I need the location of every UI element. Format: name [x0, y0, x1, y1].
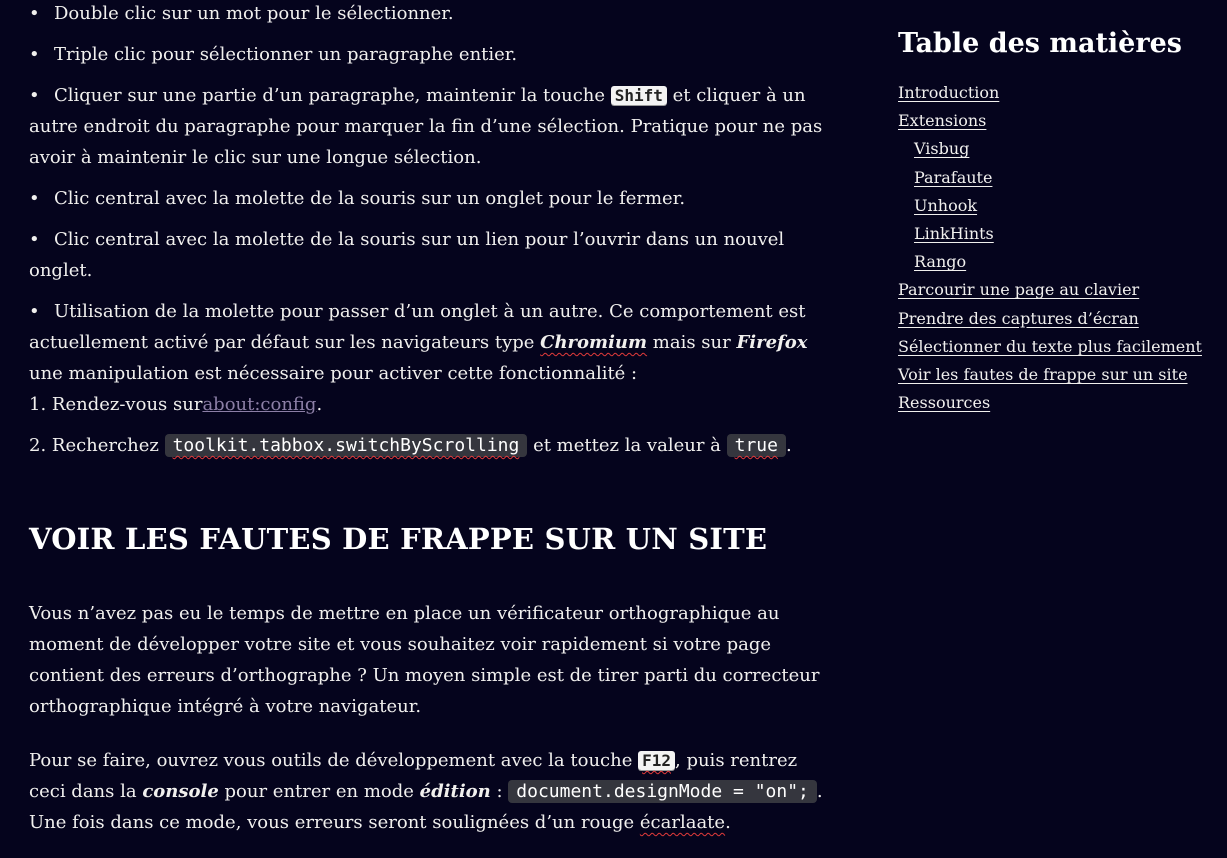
bullet-marker: •	[29, 3, 40, 24]
toc-item-linkhints	[898, 220, 1218, 248]
step-text: 1. Rendez-vous sur	[29, 394, 203, 415]
toc-link[interactable]: Visbug	[914, 139, 970, 159]
list-item	[29, 39, 839, 70]
paragraph-text: .	[725, 812, 731, 833]
toc-link[interactable]: Unhook	[914, 195, 978, 215]
toc-item-rango	[898, 248, 1218, 276]
f12-key: F12	[638, 751, 675, 770]
toc-item-fautes	[898, 361, 1218, 389]
toc-item-unhook	[898, 192, 1218, 220]
step-2	[29, 430, 839, 461]
step-text: et mettez la valeur à	[527, 435, 727, 456]
toc-link[interactable]: Ressources	[898, 393, 991, 413]
bullet-marker: •	[29, 44, 40, 65]
toc-link[interactable]: Voir les fautes de frappe sur un site	[898, 365, 1188, 385]
toc-item-captures	[898, 305, 1218, 333]
toc-item-ressources	[898, 389, 1218, 417]
toc-link[interactable]: Rango	[914, 252, 967, 272]
pref-code: toolkit.tabbox.switchByScrolling	[165, 434, 528, 457]
list-item	[29, 183, 839, 214]
step-1	[29, 389, 839, 420]
design-mode-code: document.designMode = "on";	[508, 780, 817, 803]
list-item-text: une manipulation est nécessaire pour activer cette fonctionnalité :	[29, 363, 638, 384]
toc-item-extensions	[898, 107, 1218, 135]
section-paragraph: Vous n’avez pas eu le temps de mettre en place un vérificateur orthographique au moment de développer votre site et vous souhaitez voir rapidement si votre page contient des erreurs d’orthographe ? Un moyen simple est de tirer parti du correcteur orthographique intégré à votre navigateur.	[29, 603, 820, 717]
toc-item-introduction	[898, 79, 1218, 107]
list-item-text: mais sur	[647, 332, 737, 353]
list-item-text: et cliquer à un autre endroit du paragraphe pour marquer la fin d’une sélection. Pratique pour ne pas avoir à maintenir le clic sur une longue sélection.	[29, 85, 823, 168]
toc-item-selectionner	[898, 333, 1218, 361]
list-item-text: Triple clic pour sélectionner un paragraphe entier.	[54, 44, 518, 65]
section-heading: VOIR LES FAUTES DE FRAPPE SUR UN SITE	[29, 522, 768, 556]
bullet-marker: •	[29, 188, 40, 209]
paragraph-text: , puis rentrez ceci dans la	[29, 750, 798, 802]
firefox-emphasis: Firefox	[736, 332, 808, 353]
console-emphasis: console	[142, 781, 219, 802]
toc-list	[898, 79, 1218, 417]
misspelled-word: écarlaate	[639, 812, 726, 833]
shift-key: Shift	[611, 86, 667, 105]
toc-link[interactable]: Parafaute	[914, 167, 993, 187]
article-content	[29, 0, 839, 471]
step-text: 2. Recherchez	[29, 435, 165, 456]
value-code: true	[727, 434, 786, 457]
list-item-text: Double clic sur un mot pour le sélectionner.	[54, 3, 454, 24]
paragraph-text: . Une fois dans ce mode, vous erreurs seront soulignées d’un rouge	[29, 781, 823, 833]
list-item	[29, 80, 839, 173]
paragraph-text: Pour se faire, ouvrez vous outils de développement avec la touche	[29, 750, 639, 771]
toc-item-parafaute	[898, 164, 1218, 192]
toc-link[interactable]: Sélectionner du texte plus facilement	[898, 336, 1202, 356]
list-item	[29, 224, 839, 286]
step-text: .	[785, 435, 792, 456]
bullet-marker: •	[29, 85, 40, 106]
list-item-text: Utilisation de la molette pour passer d’un onglet à un autre. Ce comportement est actuellement activé par défaut sur les navigateurs type	[29, 301, 806, 353]
toc-link[interactable]: Parcourir une page au clavier	[898, 280, 1140, 300]
about-config-link[interactable]: about:config	[202, 394, 317, 415]
paragraph-text: pour entrer en mode	[218, 781, 420, 802]
step-text: .	[316, 394, 323, 415]
edition-emphasis: édition	[419, 781, 491, 802]
toc-link[interactable]: Introduction	[898, 83, 1000, 102]
list-item-text: Clic central avec la molette de la souris sur un onglet pour le fermer.	[54, 188, 686, 209]
list-item-text: Clic central avec la molette de la souris sur un lien pour l’ouvrir dans un nouvel onglet.	[29, 229, 785, 281]
toc-item-parcourir	[898, 276, 1218, 304]
paragraph-text: :	[490, 781, 509, 802]
chromium-emphasis: Chromium	[540, 332, 648, 353]
toc-item-visbug	[898, 135, 1218, 163]
bullet-marker: •	[29, 229, 40, 250]
toc-link[interactable]: Prendre des captures d’écran	[898, 308, 1139, 328]
section-paragraph-2	[29, 745, 839, 838]
list-item	[29, 296, 839, 389]
table-of-contents	[898, 28, 1218, 417]
toc-link[interactable]: LinkHints	[914, 224, 994, 244]
toc-title: Table des matières	[898, 28, 1182, 59]
toc-link[interactable]: Extensions	[898, 111, 987, 131]
list-item	[29, 0, 839, 29]
list-item-text: Cliquer sur une partie d’un paragraphe, maintenir la touche	[54, 85, 611, 106]
bullet-marker: •	[29, 301, 40, 322]
